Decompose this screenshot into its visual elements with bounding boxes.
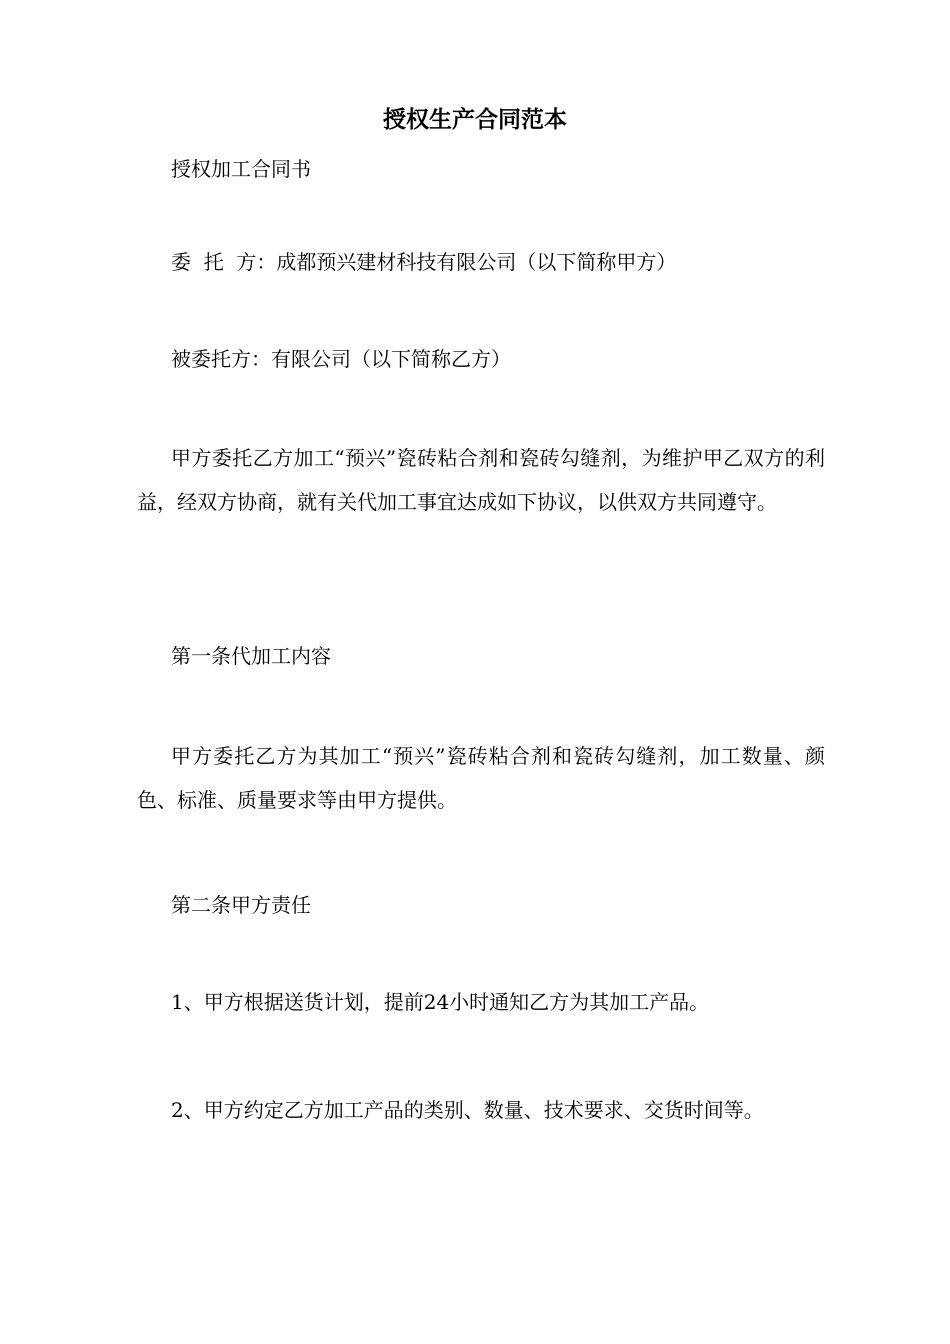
article-1-body: 甲方委托乙方为其加工“预兴”瓷砖粘合剂和瓷砖勾缝剂，加工数量、颜色、标准、质量要求等由甲方提供。 [137,744,825,812]
intro-paragraph: 甲方委托乙方加工“预兴”瓷砖粘合剂和瓷砖勾缝剂，为维护甲乙双方的利益，经双方协商，就有关代加工事宜达成如下协议，以供双方共同遵守。 [137,446,825,514]
article-1-heading: 第一条代加工内容 [171,644,331,668]
client-party: 委 托 方：成都预兴建材科技有限公司（以下简称甲方） [171,250,677,274]
contract-subtitle: 授权加工合同书 [171,157,311,181]
article-2-item-2: 2、甲方约定乙方加工产品的类别、数量、技术要求、交货时间等。 [171,1098,764,1122]
article-2-item-1: 1、甲方根据送货计划，提前24小时通知乙方为其加工产品。 [171,990,710,1014]
article-2-heading: 第二条甲方责任 [171,893,311,917]
document-title: 授权生产合同范本 [383,106,567,133]
contractor-party: 被委托方：有限公司（以下简称乙方） [171,347,511,371]
